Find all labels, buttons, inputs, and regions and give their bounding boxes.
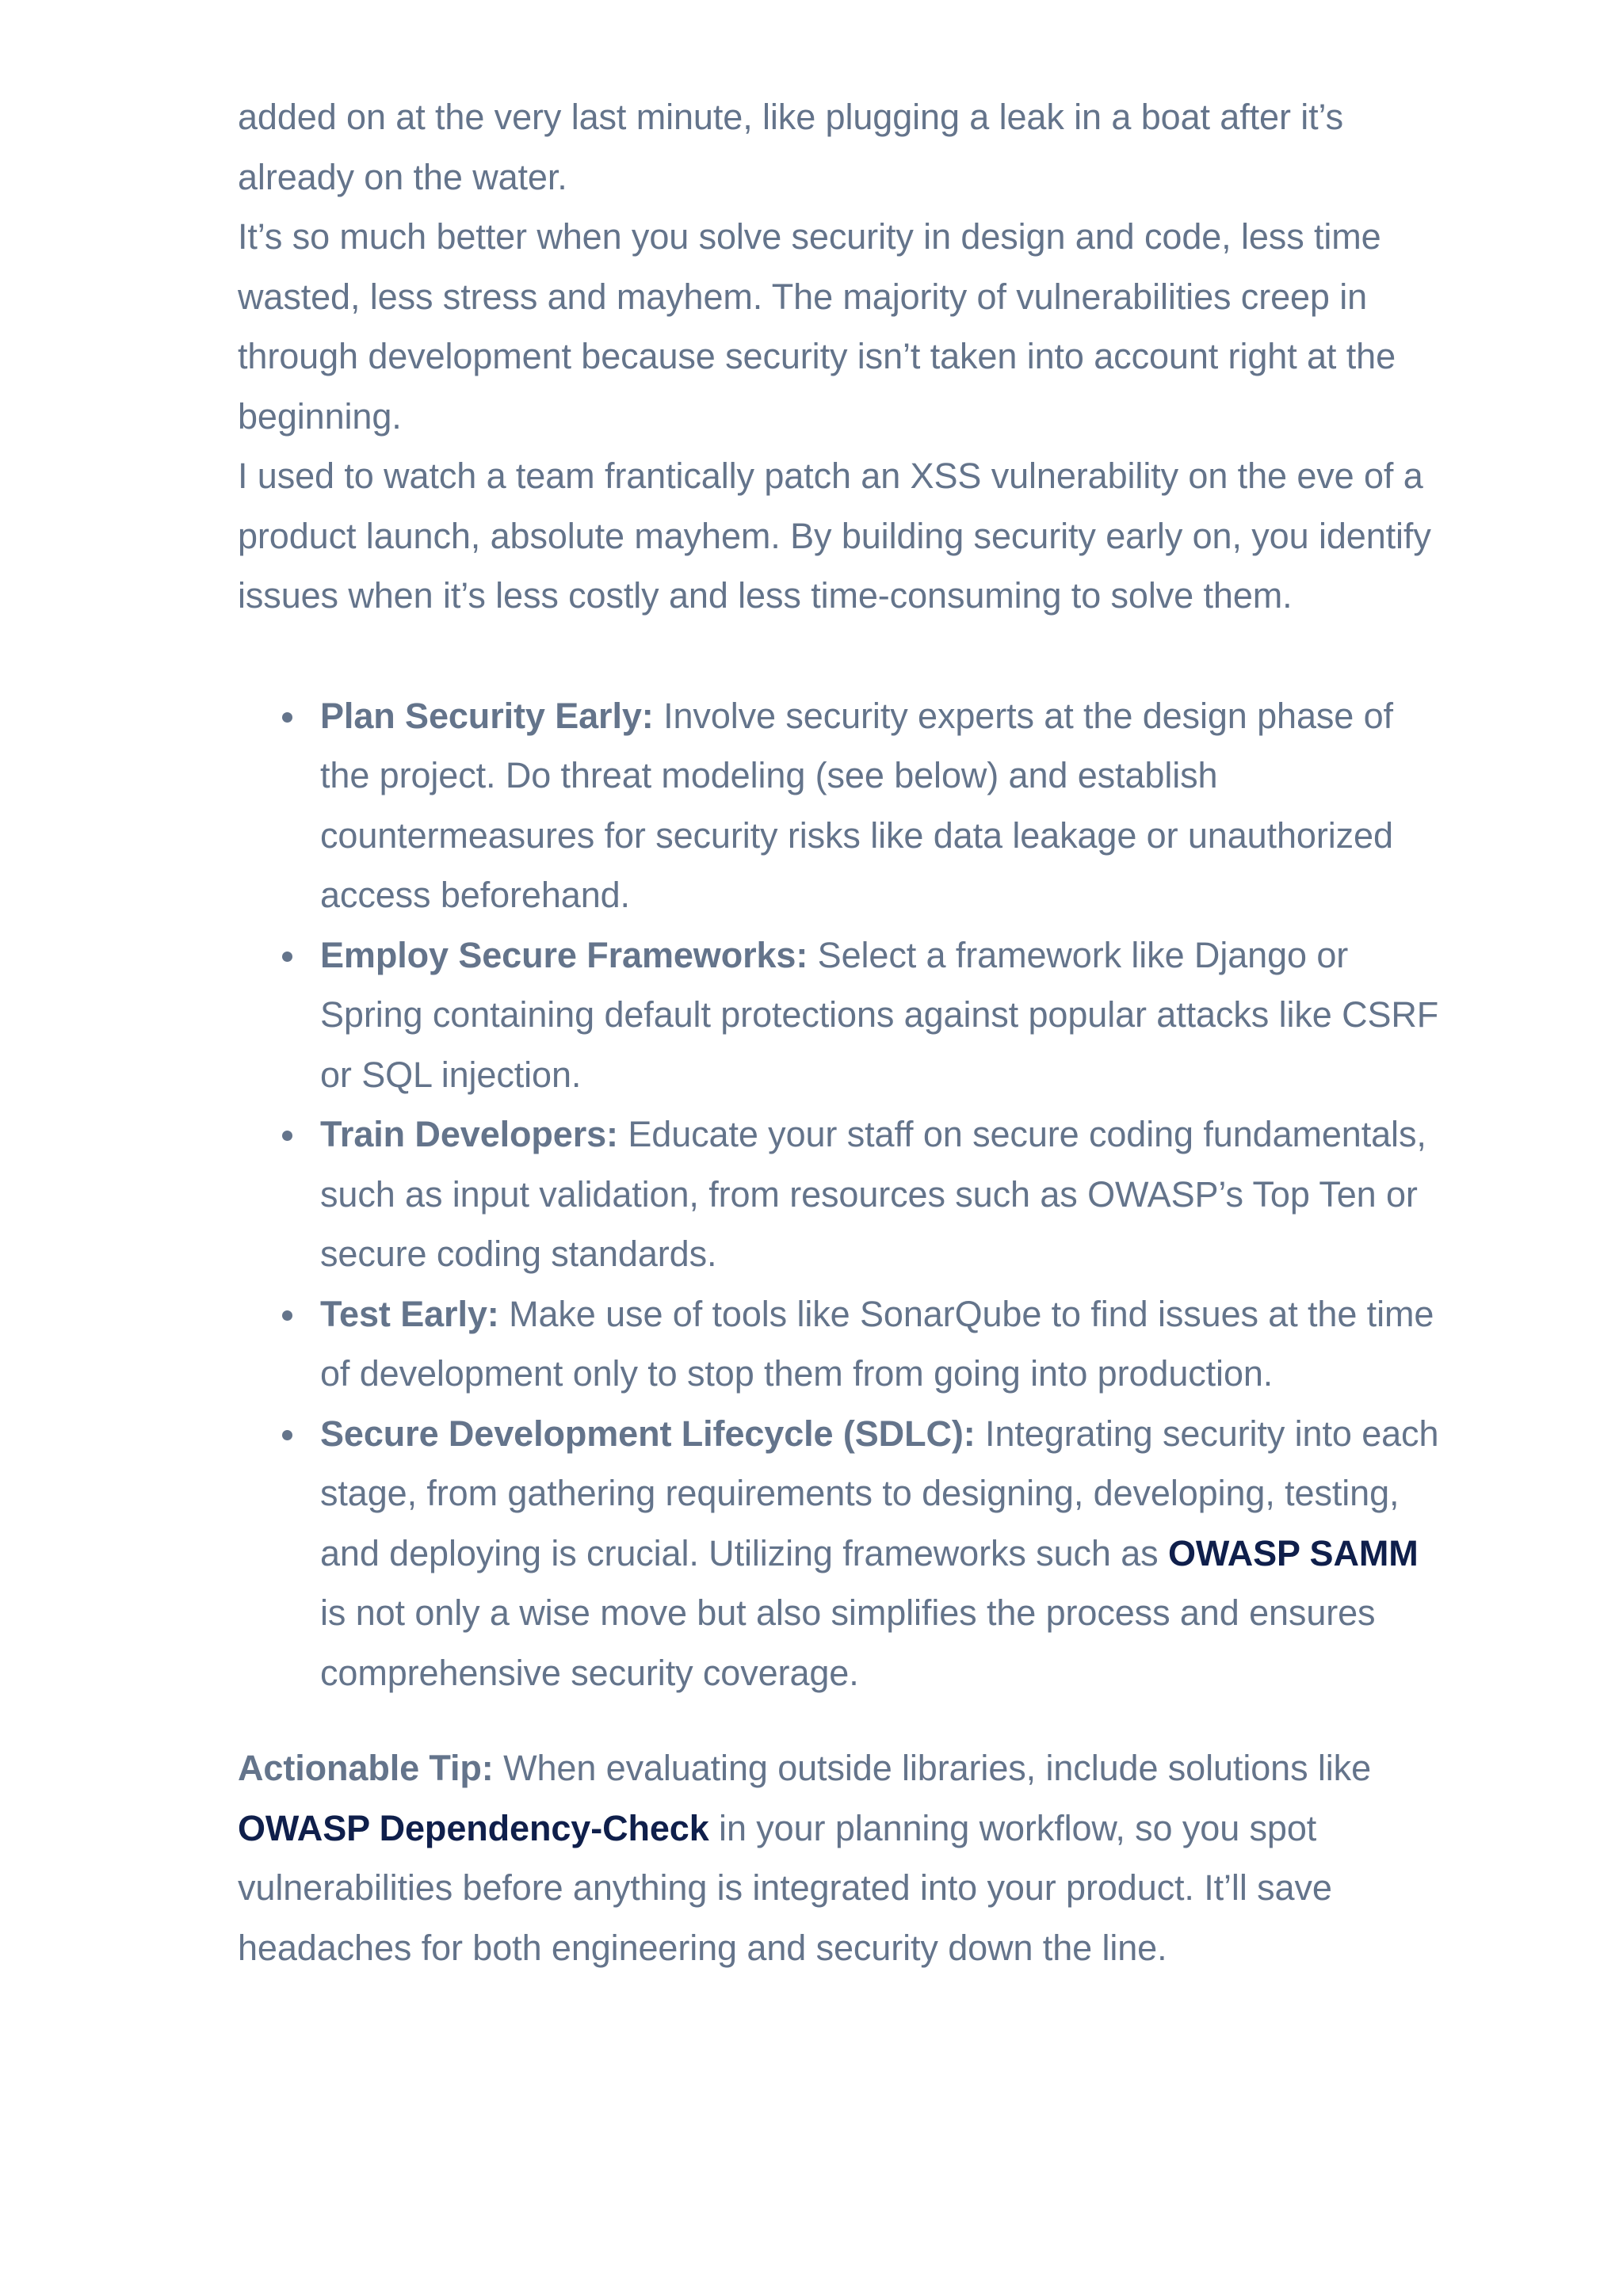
list-item-text: Select a framework like Django or Spring containing default protections against popular attacks like CSRF or SQL injection. [320,934,1439,1095]
list-item-term: Secure Development Lifecycle (SDLC): [320,1413,976,1454]
bullet-icon [282,1310,292,1321]
list-item-term: Train Developers: [320,1114,618,1154]
owasp-samm-link[interactable]: OWASP SAMM [1167,1532,1419,1573]
list-item-text: Educate your staff on secure coding fundamentals, such as input validation, from resources such as OWASP’s Top Ten or secure coding standards. [320,1114,1426,1274]
list-item [238,1404,1442,1703]
list-item-text: is not only a wise move but also simplifies the process and ensures comprehensive security coverage. [320,1592,1376,1693]
owasp-dependency-check-link[interactable]: OWASP Dependency-Check [238,1807,709,1848]
list-item-text: Involve security experts at the design phase of the project. Do threat modeling (see below) and establish countermeasures for security risks like data leakage or unauthorized access beforehand. [320,695,1393,915]
intro-paragraph: It’s so much better when you solve security in design and code, less time wasted, less stress and mayhem. The majority of vulnerabilities creep in through development because security isn’t taken into account right at the beginning. [238,216,1396,437]
tip-text: in your planning workflow, so you spot vulnerabilities before anything is integrated into your product. It’ll save headaches for both engineering and security down the line. [238,1807,1332,1968]
intro-paragraph: I used to watch a team frantically patch an XSS vulnerability on the eve of a product launch, absolute mayhem. By building security early on, you identify issues when it’s less costly and less time-consuming to solve them. [238,456,1431,616]
article-body [238,87,1442,1978]
list-item [238,686,1442,925]
bullet-icon [282,1430,292,1440]
list-item [238,1104,1442,1284]
list-item-text: Integrating security into each stage, from gathering requirements to designing, developing, testing, and deploying is crucial. Utilizing frameworks such as [320,1413,1439,1573]
list-item-text: Make use of tools like SonarQube to find issues at the time of development only to stop them from going into production. [320,1293,1434,1394]
list-item-term: Employ Secure Frameworks: [320,934,808,975]
tip-text: When evaluating outside libraries, include solutions like [493,1748,1372,1788]
practices-list [238,686,1442,1703]
list-item-term: Plan Security Early: [320,695,654,736]
bullet-icon [282,712,292,723]
list-item [238,925,1442,1105]
list-item [238,1284,1442,1404]
intro-paragraph: added on at the very last minute, like plugging a leak in a boat after it’s already on the water. [238,97,1344,197]
tip-term: Actionable Tip: [238,1748,494,1788]
list-item-term: Test Early: [320,1293,499,1334]
bullet-icon [282,1131,292,1141]
bullet-icon [282,952,292,962]
actionable-tip [238,1738,1442,1978]
